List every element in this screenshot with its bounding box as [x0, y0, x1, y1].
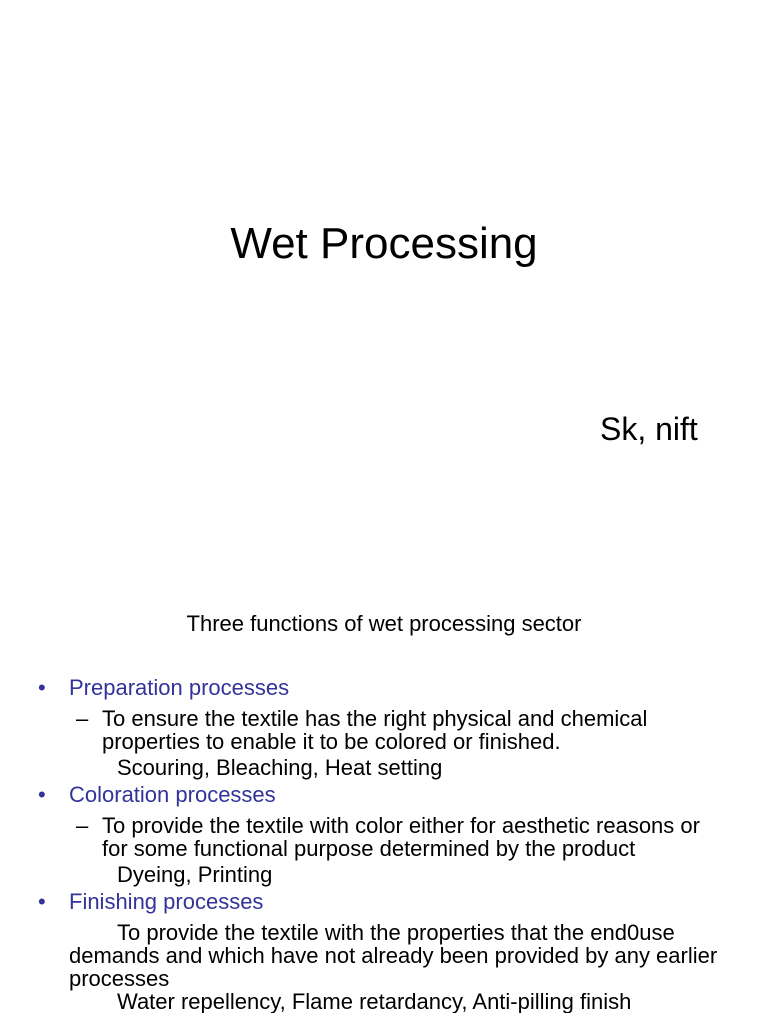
sub-bullet-text: To ensure the textile has the right physical and chemical properties to enable it to be colored or finished.: [102, 706, 648, 754]
bullet-finishing: [0, 890, 768, 921]
sub-bullet-coloration: [0, 814, 768, 860]
finishing-description: [0, 921, 768, 990]
dash-icon: –: [76, 813, 89, 838]
presentation-title: Wet Processing: [230, 219, 538, 268]
bullet-dot-icon: •: [38, 675, 46, 700]
finishing-description-text: To provide the textile with the properties that the end0use demands and which have not already been provided by any earlier processes: [69, 920, 718, 991]
presentation-author: Sk, nift: [600, 411, 698, 447]
slide-heading: Three functions of wet processing sector: [186, 611, 582, 636]
dash-icon: –: [76, 706, 89, 731]
sub-bullet-text: To provide the textile with color either for aesthetic reasons or for some functional purpose determined by the product: [102, 813, 700, 861]
bullet-dot-icon: •: [38, 889, 46, 914]
bullet-title: Finishing processes: [69, 889, 264, 914]
examples-finishing: Water repellency, Flame retardancy, Anti-pilling finish: [117, 990, 632, 1013]
bullet-title: Coloration processes: [69, 782, 276, 807]
examples-preparation: Scouring, Bleaching, Heat setting: [117, 755, 443, 780]
bullet-list: [0, 676, 768, 1013]
bullet-preparation: [0, 676, 768, 707]
bullet-title: Preparation processes: [69, 675, 290, 700]
bullet-dot-icon: •: [38, 782, 46, 807]
sub-bullet-preparation: [0, 707, 768, 753]
bullet-coloration: [0, 783, 768, 814]
examples-coloration: Dyeing, Printing: [117, 862, 273, 887]
